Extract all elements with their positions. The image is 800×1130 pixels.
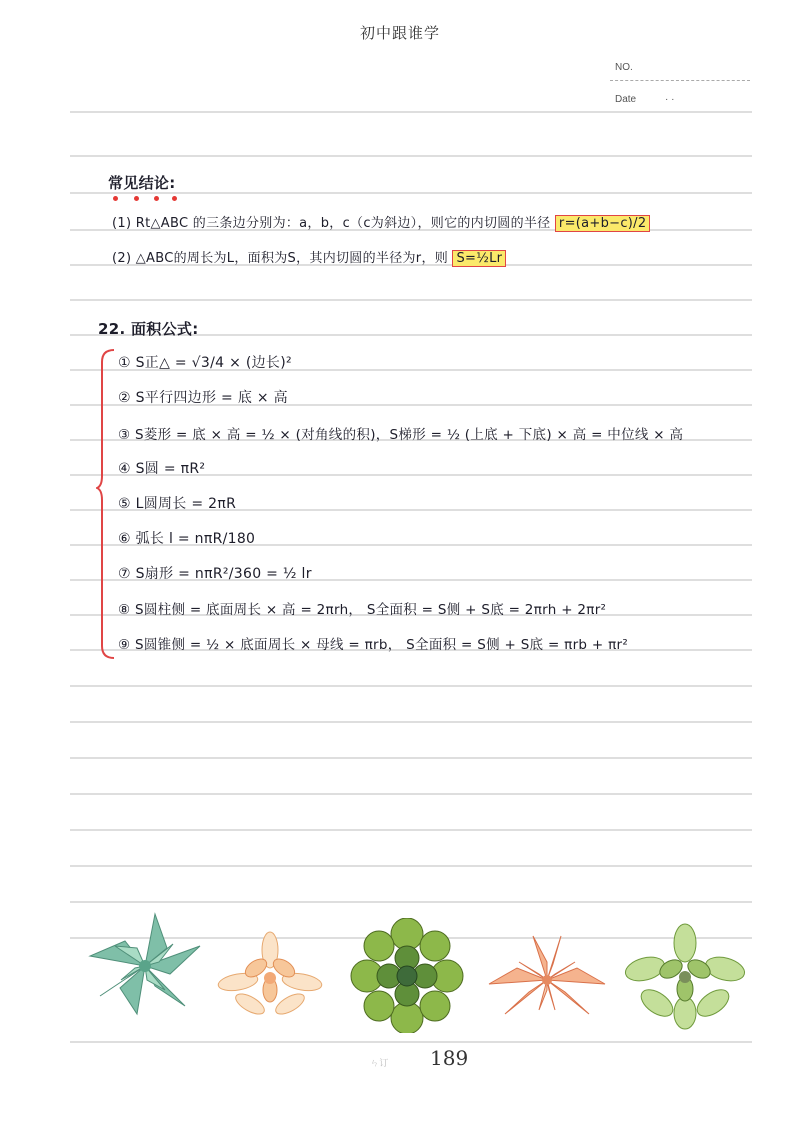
page-header-title: 初中跟谁学 — [359, 24, 440, 42]
section1-heading: 常见结论: — [108, 174, 176, 192]
conclusion-1-text: (1) Rt△ABC 的三条边分别为：a，b，c（c为斜边），则它的内切圆的半径 — [112, 216, 551, 231]
page-number: 189 — [430, 1046, 469, 1070]
formula-4: ④ S圆 = πR² — [118, 461, 206, 477]
formula-1: ① S正△ = √3/4 × (边长)² — [118, 355, 292, 371]
conclusion-1-formula: r=(a+b−c)/2 — [555, 215, 650, 232]
conclusion-2-formula: S=½Lr — [452, 250, 506, 267]
succulent-peach-light-icon — [215, 930, 325, 1025]
date-label: Date — [615, 94, 637, 105]
no-label: NO. — [615, 62, 633, 73]
succulent-teal-icon — [80, 908, 210, 1018]
conclusion-2 — [112, 247, 506, 266]
succulent-green-dark-icon — [345, 918, 470, 1033]
conclusion-1 — [112, 212, 650, 231]
formula-5: ⑤ L圆周长 = 2πR — [118, 496, 237, 512]
succulent-orange-icon — [485, 928, 610, 1028]
formula-7: ⑦ S扇形 = nπR²/360 = ½ lr — [118, 566, 312, 582]
faint-mark: ㄣ订 — [370, 1059, 389, 1069]
formula-2: ② S平行四边形 = 底 × 高 — [118, 390, 288, 406]
conclusion-2-text: (2) △ABC的周长为L，面积为S，其内切圆的半径为r，则 — [112, 251, 449, 266]
formula-8: ⑧ S圆柱侧 = 底面周长 × 高 = 2πrh， S全面积 = S侧 + S底 = 2πrh + 2πr² — [118, 602, 607, 618]
succulent-lime-icon — [620, 922, 750, 1032]
formula-6: ⑥ 弧长 l = nπR/180 — [118, 531, 256, 547]
date-dots: · · — [665, 94, 675, 105]
formula-9: ⑨ S圆锥侧 = ½ × 底面周长 × 母线 = πrb， S全面积 = S侧 + S底 = πrb + πr² — [118, 637, 629, 653]
formula-3: ③ S菱形 = 底 × 高 = ½ × (对角线的积)，S梯形 = ½ (上底 + 下底) × 高 = 中位线 × 高 — [118, 427, 684, 443]
section2-heading: 22. 面积公式: — [98, 320, 199, 338]
brace-bracket — [96, 346, 118, 664]
